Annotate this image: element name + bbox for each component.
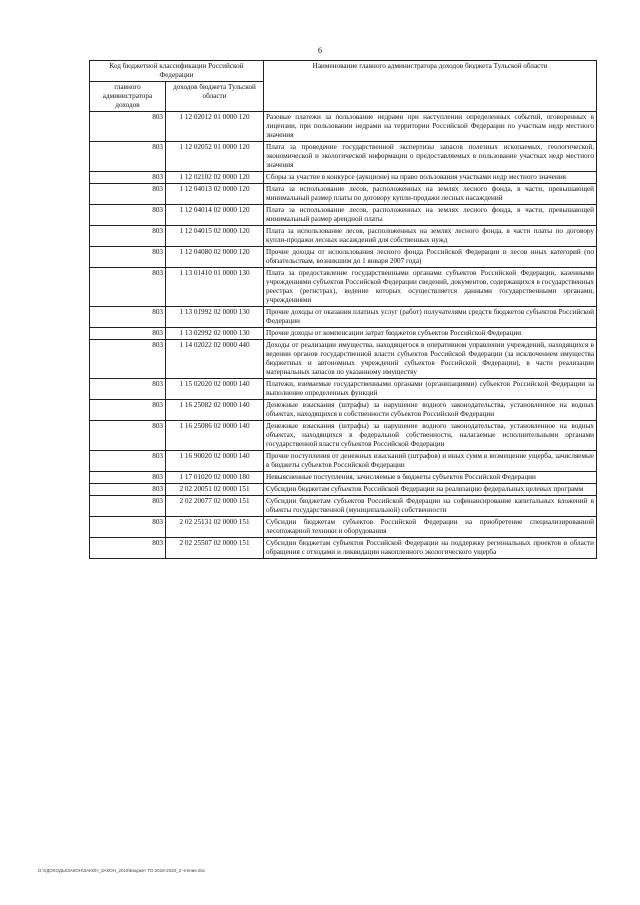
income-description-cell: Субсидии бюджетам субъектов Российской Федерации на софинансирование капитальных вложений в объекты государственной (муниципальной) собственности [264, 496, 597, 517]
admin-code-cell: 803 [90, 472, 166, 484]
table-row [90, 451, 597, 472]
income-description-cell: Плата за проведение государственной экспертизы запасов полезных ископаемых, геологической, экономической и экологической информации о предоставляемых в пользование участках недр местного значения [264, 142, 597, 172]
income-code-cell: 1 17 01020 02 0000 180 [166, 472, 264, 484]
income-description-cell: Плата за использование лесов, расположенных на землях лесного фонда, в части, превышающей минимальный размер арендной платы [264, 205, 597, 226]
admin-code-cell: 803 [90, 421, 166, 451]
table-row [90, 379, 597, 400]
table-row [90, 340, 597, 379]
income-code-cell: 1 13 01992 02 0000 130 [166, 307, 264, 328]
income-description-cell: Субсидии бюджетам субъектов Российской Федерации на поддержку региональных проектов в области обращения с отходами и ликвидации накопленного экологического ущерба [264, 538, 597, 559]
income-code-cell: 2 02 20077 02 0000 151 [166, 496, 264, 517]
admin-code-cell: 803 [90, 112, 166, 142]
income-code-cell: 1 12 04014 02 0000 120 [166, 205, 264, 226]
page-number: 6 [318, 46, 322, 55]
admin-code-cell: 803 [90, 379, 166, 400]
income-description-cell: Платежи, взимаемые государственными органами (организациями) субъектов Российской Федерации за выполнение определенных функций [264, 379, 597, 400]
admin-code-cell: 803 [90, 538, 166, 559]
income-code-cell: 2 02 25507 02 0000 151 [166, 538, 264, 559]
admin-code-cell: 803 [90, 172, 166, 184]
table-row [90, 307, 597, 328]
income-description-cell: Плата за использование лесов, расположенных на землях лесного фонда, в части, превышающей минимальный размер платы по договору купли-продажи лесных насаждений [264, 184, 597, 205]
income-code-cell: 1 16 90020 02 0000 140 [166, 451, 264, 472]
income-code-cell: 2 02 20051 02 0000 151 [166, 484, 264, 496]
income-description-cell: Плата за предоставление государственными органами субъектов Российской Федерации, казенными учреждениями субъектов Российской Федерации сведений, документов, содержащихся в государственных реестрах (регистрах), ведение которых осуществляется данными государственными органами, учреждениями [264, 268, 597, 307]
classification-header: Код бюджетной классификации Российской Федерации [90, 61, 264, 82]
admin-code-cell: 803 [90, 307, 166, 328]
table-row [90, 142, 597, 172]
income-code-cell: 2 02 25131 02 0000 151 [166, 517, 264, 538]
table-row [90, 472, 597, 484]
income-code-cell: 1 12 04080 02 0000 120 [166, 247, 264, 268]
table-row [90, 172, 597, 184]
table-row [90, 268, 597, 307]
income-code-cell: 1 14 02022 02 0000 440 [166, 340, 264, 379]
income-description-cell: Прочие доходы от оказания платных услуг (работ) получателями средств бюджетов субъектов Российской Федерации [264, 307, 597, 328]
income-code-cell: 1 13 02992 02 0000 130 [166, 328, 264, 340]
income-description-cell: Денежные взыскания (штрафы) за нарушение водного законодательства, установленное на водных объектах, находящихся в федеральной собственности, налагаемые исполнительными органами государственной власти субъектов Российской Федерации [264, 421, 597, 451]
income-description-cell: Прочие доходы от использования лесного фонда Российской Федерации и лесов иных категорий (по обязательствам, возникшим до 1 января 2007 года) [264, 247, 597, 268]
income-description-cell: Субсидии бюджетам субъектов Российской Федерации на приобретение специализированной лесопожарной техники и оборудования [264, 517, 597, 538]
admin-code-cell: 803 [90, 340, 166, 379]
admin-code-cell: 803 [90, 247, 166, 268]
table-row [90, 517, 597, 538]
admin-code-cell: 803 [90, 517, 166, 538]
admin-code-cell: 803 [90, 205, 166, 226]
income-code-cell: 1 16 25082 02 0000 140 [166, 400, 264, 421]
income-description-cell: Сборы за участие в конкурсе (аукционе) на право пользования участками недр местного значения [264, 172, 597, 184]
table-row [90, 112, 597, 142]
table-body [90, 112, 597, 559]
table-row [90, 400, 597, 421]
admin-code-header: главного администратора доходов [90, 82, 166, 112]
file-path-footer: D:\!!ДОХОДЫ\ЗАКОН\ЗАКОН_ЗАКОН_2018\Бюджет ТО 2018-2020_2 чтение.doc [38, 868, 206, 873]
income-description-cell: Невыясненные поступления, зачисляемые в бюджеты субъектов Российской Федерации [264, 472, 597, 484]
income-description-cell: Прочие поступления от денежных взысканий (штрафов) и иных сумм в возмещение ущерба, зачисляемые в бюджеты субъектов Российской Федерации [264, 451, 597, 472]
admin-code-cell: 803 [90, 400, 166, 421]
admin-code-cell: 803 [90, 268, 166, 307]
budget-revenue-table [89, 60, 597, 559]
income-description-cell: Доходы от реализации имущества, находящегося в оперативном управлении учреждений, находящихся в ведении органов государственной власти субъектов Российской Федерации (за исключением имущества бюджетных и автономных учреждений субъектов Российской Федерации), в части реализации материальных запасов по указанному имуществу [264, 340, 597, 379]
income-description-cell: Денежные взыскания (штрафы) за нарушение водного законодательства, установленное на водных объектах, находящихся в собственности субъектов Российской Федерации [264, 400, 597, 421]
income-code-cell: 1 16 25086 02 0000 140 [166, 421, 264, 451]
administrator-name-header: Наименование главного администратора доходов бюджета Тульской области [264, 61, 597, 112]
income-code-cell: 1 12 04013 02 0000 120 [166, 184, 264, 205]
income-code-header: доходов бюджета Тульской области [166, 82, 264, 112]
admin-code-cell: 803 [90, 484, 166, 496]
table-row [90, 328, 597, 340]
header-row-top [90, 61, 597, 82]
table-row [90, 421, 597, 451]
table-row [90, 538, 597, 559]
admin-code-cell: 803 [90, 328, 166, 340]
income-code-cell: 1 12 04015 02 0000 120 [166, 226, 264, 247]
income-description-cell: Разовые платежи за пользование недрами при наступлении определенных событий, оговоренных в лицензии, при пользовании недрами на территории Российской Федерации по участкам недр местного значения [264, 112, 597, 142]
admin-code-cell: 803 [90, 142, 166, 172]
table-row [90, 496, 597, 517]
table-row [90, 484, 597, 496]
admin-code-cell: 803 [90, 226, 166, 247]
admin-code-cell: 803 [90, 184, 166, 205]
income-code-cell: 1 15 02020 02 0000 140 [166, 379, 264, 400]
table-row [90, 184, 597, 205]
income-code-cell: 1 12 02102 02 0000 120 [166, 172, 264, 184]
admin-code-cell: 803 [90, 451, 166, 472]
income-code-cell: 1 12 02052 01 0000 120 [166, 142, 264, 172]
table-row [90, 226, 597, 247]
income-code-cell: 1 13 01410 01 0000 130 [166, 268, 264, 307]
table-row [90, 205, 597, 226]
table-row [90, 247, 597, 268]
admin-code-cell: 803 [90, 496, 166, 517]
income-code-cell: 1 12 02012 01 0000 120 [166, 112, 264, 142]
income-description-cell: Прочие доходы от компенсации затрат бюджетов субъектов Российской Федерации [264, 328, 597, 340]
income-description-cell: Субсидии бюджетам субъектов Российской Федерации на реализацию федеральных целевых программ [264, 484, 597, 496]
income-description-cell: Плата за использование лесов, расположенных на землях лесного фонда, в части платы по договору купли-продажи лесных насаждений для собственных нужд [264, 226, 597, 247]
